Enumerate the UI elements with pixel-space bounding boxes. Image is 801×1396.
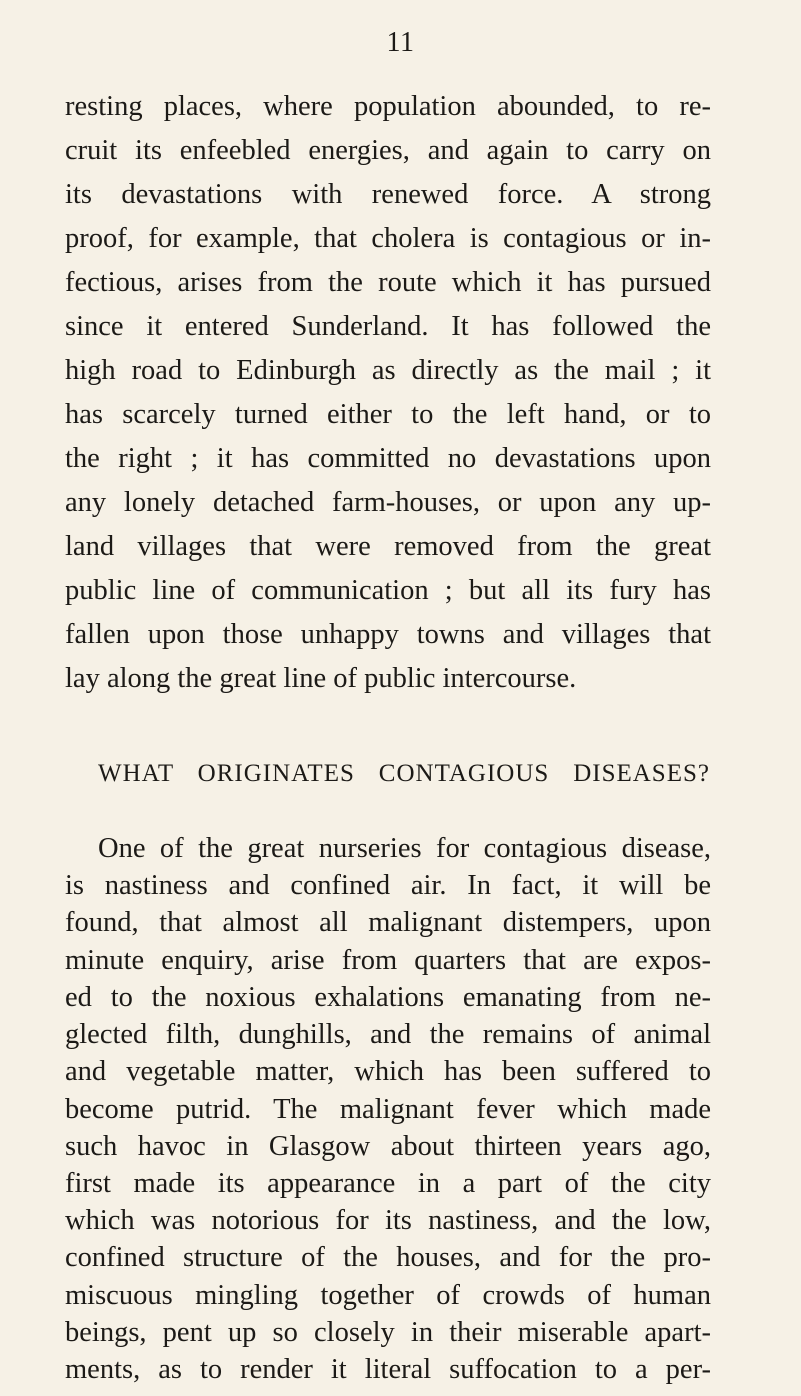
text-line: since it entered Sunderland. It has followed the — [65, 311, 711, 342]
text-line: is nastiness and confined air. In fact, it will be — [65, 870, 711, 902]
text-line: and vegetable matter, which has been suffered to — [65, 1056, 711, 1088]
text-line: the right ; it has committed no devastations upon — [65, 443, 711, 474]
text-line: any lonely detached farm-houses, or upon any up- — [65, 487, 711, 518]
text-line: minute enquiry, arise from quarters that are expos- — [65, 944, 711, 976]
text-line: confined structure of the houses, and for the pro- — [65, 1242, 711, 1274]
text-line: which was notorious for its nastiness, and the low, — [65, 1205, 711, 1237]
text-line: One of the great nurseries for contagious disease, — [98, 833, 711, 864]
text-line: miscuous mingling together of crowds of human — [65, 1279, 711, 1311]
page-number: 11 — [386, 27, 415, 58]
text-line: beings, pent up so closely in their miserable apart- — [65, 1316, 711, 1348]
text-line: proof, for example, that cholera is contagious or in- — [65, 223, 711, 254]
text-line: resting places, where population abounded, to re- — [65, 91, 711, 122]
text-line: fallen upon those unhappy towns and villages that — [65, 619, 711, 650]
text-line: ments, as to render it literal suffocation to a per- — [65, 1354, 711, 1385]
text-line: cruit its enfeebled energies, and again to carry on — [65, 135, 711, 166]
text-line: lay along the great line of public intercourse. — [65, 663, 577, 694]
text-line: found, that almost all malignant distempers, upon — [65, 907, 711, 939]
text-line: has scarcely turned either to the left hand, or to — [65, 399, 711, 430]
text-line: land villages that were removed from the great — [65, 531, 711, 562]
section-heading: WHAT ORIGINATES CONTAGIOUS DISEASES? — [98, 760, 710, 787]
text-line: public line of communication ; but all its fury has — [65, 575, 711, 606]
text-line: first made its appearance in a part of the city — [65, 1167, 711, 1199]
text-line: glected filth, dunghills, and the remains of animal — [65, 1019, 711, 1051]
text-line: its devastations with renewed force. A strong — [65, 179, 711, 210]
text-line: such havoc in Glasgow about thirteen years ago, — [65, 1130, 711, 1162]
text-line: become putrid. The malignant fever which made — [65, 1093, 711, 1125]
text-line: ed to the noxious exhalations emanating from ne- — [65, 981, 711, 1013]
text-line: fectious, arises from the route which it has pursued — [65, 267, 711, 298]
text-line: high road to Edinburgh as directly as the mail ; it — [65, 355, 711, 386]
